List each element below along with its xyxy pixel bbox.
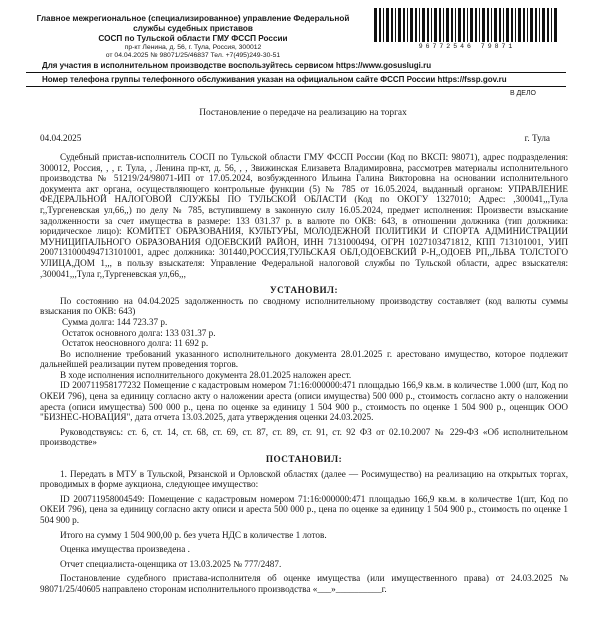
document-date: 04.04.2025 [40,133,82,143]
barcode-bar [539,8,540,42]
established-paragraph-5: Руководствуясь: ст. 6, ст. 14, ст. 68, ст. 69, ст. 87, ст. 89, ст. 91, ст. 92 ФЗ от 02.10.2007 № 229-ФЗ «Об исполнительном производстве» [40,426,568,448]
established-paragraph-1: По состоянию на 04.04.2025 задолженность по сводному исполнительному производству составляет (код валюты суммы взыскания по ОКВ: 643) [40,295,568,317]
debt-other: Остаток неосновного долга: 11 692 р. [62,338,209,349]
barcode-bar [527,8,528,42]
resolved-paragraph-4: Оценка имущества произведена . [60,544,190,555]
barcode-bar [446,8,449,42]
barcode-bar [455,8,456,42]
barcode-bar [422,8,425,42]
barcode-bar [379,8,381,42]
barcode-bar [415,8,417,42]
resolved-paragraph-3: Итого на сумму 1 504 900,00 р. без учета НДС в количестве 1 лотов. [60,529,327,540]
org-address: пр-кт Ленина, д. 56, г. Тула, Россия, 300012 [124,44,262,51]
barcode-bar [451,8,453,42]
established-paragraph-3: В ходе исполнения исполнительного документа 28.01.2025 наложен арест. [60,369,352,380]
barcode-bar [547,8,549,42]
org-name-line-2: службы судебных приставов [133,24,253,33]
debt-total: Сумма долга: 144 723.37 р. [62,316,168,327]
barcode-bar [503,8,504,42]
debt-main: Остаток основного долга: 133 031.37 р. [62,327,216,338]
resolved-paragraph-2: ID 200711958004549: Помещение с кадастровым номером 71:16:000000:471 площадью 166,9 кв.м. в количестве 1(шт, Код по ОКЕИ 796), цена за единицу согласно акту описи и ареста 500 000 р., цена по оценке за единицу 1 504 900 р., стоимость по оценке 1 504 900 р. [40,493,568,525]
barcode [372,8,562,48]
barcode-bar [403,8,405,42]
barcode-bar [554,8,557,42]
barcode-bar [419,8,420,42]
barcode-bar [479,8,480,42]
header-divider-2 [26,86,566,87]
intro-paragraph: Судебный пристав-исполнитель СОСП по Тульской области ГМУ ФССП России (Код по ВКСП: 98071), адрес подразделения: 300012, Россия, , , г. Тула, , Ленина пр-кт, д. 56, , , Звижинская Елизавета Владимировна, рассмотрев материалы исполнительного производства № 51219/24/98071-ИП от 17.05.2024, возбужденного Ильина Галина Викторовна на основании исполнительного документа акт органа, осуществляющего контрольные функции (5) № 785 от 16.05.2024, выданный органом: УПРАВЛЕНИЕ ФЕДЕРАЛЬНОЙ НАЛОГОВОЙ СЛУЖБЫ ПО ТУЛЬСКОЙ ОБЛАСТИ (Код по ОКОГУ 1327010; Адрес: ,300041,,,Тула г,,Тургеневская ул,66,,) по делу № 785, вступившему в законную силу 16.05.2024, предмет исполнения: Произвести взыскание задолженности за счет имущества в размере: 133 031.37 р. в валюте по ОКВ: 643, в отношении должника (тип должника: юридическое лицо): КОМИТЕТ ОБРАЗОВАНИЯ, КУЛЬТУРЫ, МОЛОДЕЖНОЙ ПОЛИТИКИ И СПОРТА АДМИНИСТРАЦИИ МУНИЦИПАЛЬНОГО ОБРАЗОВАНИЯ ОДОЕВСКИЙ РАЙОН, ИНН 7131000494, ОГРН 1027103471812, КПП 713101001, УИП 2007131000494713101001, адрес должника: 301440,РОССИЯ,ТУЛЬСКАЯ ОБЛ,ОДОЕВСКИЙ Р-Н,,ОДОЕВ РП,,ЛЬВА ТОЛСТОГО УЛИЦА,ДОМ 1,,, в пользу взыскателя: Управление Федеральной налоговой службы по Тульской области, адрес взыскателя: ,300041,,,Тула г,,Тургеневская ул,66,,, [40,152,568,279]
barcode-bar [434,8,437,42]
barcode-bar [391,8,393,42]
barcode-bar [443,8,444,42]
barcode-bar [523,8,525,42]
barcode-bar [475,8,477,42]
established-paragraph-2: Во исполнение требований указанного исполнительного документа 28.01.2025 г. арестовано имущество, которое подлежит дальнейшей реализации путем проведения торгов. [40,348,568,370]
barcode-bar [499,8,501,42]
barcode-bar [530,8,533,42]
barcode-bar [482,8,485,42]
barcode-bar [515,8,516,42]
resolved-paragraph-6: Постановление судебного пристава-исполнителя об оценке имущества (или имущественного права) от 24.03.2025 № 98071/25/40605 направлено сторонам исполнительного производства «___»__________г. [40,573,568,594]
resolved-paragraph-5: Отчет специалиста-оценщика от 13.03.2025 № 777/2487. [60,558,282,569]
document-body [40,152,568,595]
org-name-line-3: СОСП по Тульской области ГМУ ФССП России [98,34,288,43]
barcode-bar [386,8,389,42]
section-established: УСТАНОВИЛ: [269,285,339,296]
date-line [40,133,560,143]
barcode-bar [427,8,429,42]
document-reference: от 04.04.2025 № 98071/25/46837 Тел. +7(495)249-30-51 [105,52,281,59]
barcode-bar [487,8,489,42]
barcode-bar [494,8,497,42]
barcode-bar [463,8,465,42]
established-paragraph-4: ID 200711958177232 Помещение с кадастровым номером 71:16:000000:471 площадью 166,9 кв.м. в количестве 1.000 (шт, Код по ОКЕИ 796), цена за единицу согласно акту о наложении ареста (описи имущества) 500 000 р., стоимость согласно акту о наложении ареста (описи имущества) 500 000 р., цена по оценке за единицу 1 504 900 р., стоимость по оценке 1 504 900 р., оценщик ООО "БИЗНЕС-НОВАЦИЯ", дата отчета 13.03.2025, дата утверждения оценки 24.03.2025. [40,380,568,423]
resolved-paragraph-1: 1. Передать в МТУ в Тульской, Рязанской и Орловской областях (далее — Росимущество) на реализацию на открытых торгах, проводимых в форме аукциона, следующее имущество: [40,468,568,490]
org-name-line-1: Главное межрегиональное (специализированное) управление Федеральной [36,14,350,23]
phone-note: Номер телефона группы телефонного обслуживания указан на официальном сайте ФССП России https://fssp.gov.ru [42,75,507,84]
barcode-bar [398,8,401,42]
barcode-bar [458,8,461,42]
barcode-bar [407,8,408,42]
barcode-bar [470,8,473,42]
barcode-bar [374,8,377,42]
barcode-bar [506,8,509,42]
barcode-bar [535,8,537,42]
barcode-bar [383,8,384,42]
barcode-bar [518,8,521,42]
barcode-bar [491,8,492,42]
barcode-bar [551,8,552,42]
barcode-graphic [372,8,562,42]
barcode-bar [542,8,545,42]
document-title: Постановление о передаче на реализацию на торгах [199,108,407,118]
barcode-bar [410,8,413,42]
barcode-bar [511,8,513,42]
barcode-bar [395,8,396,42]
header-divider [26,72,566,73]
barcode-bar [467,8,468,42]
v-delo-mark: В ДЕЛО [509,90,536,97]
barcode-number: 96772546 79871 [418,43,516,50]
gosuslugi-note: Для участия в исполнительном производстве воспользуйтесь сервисом https://www.gosuslugi.ru [42,61,432,70]
section-resolved: ПОСТАНОВИЛ: [265,454,343,465]
document-city: г. Тула [524,133,550,143]
barcode-bar [431,8,432,42]
barcode-bar [439,8,441,42]
